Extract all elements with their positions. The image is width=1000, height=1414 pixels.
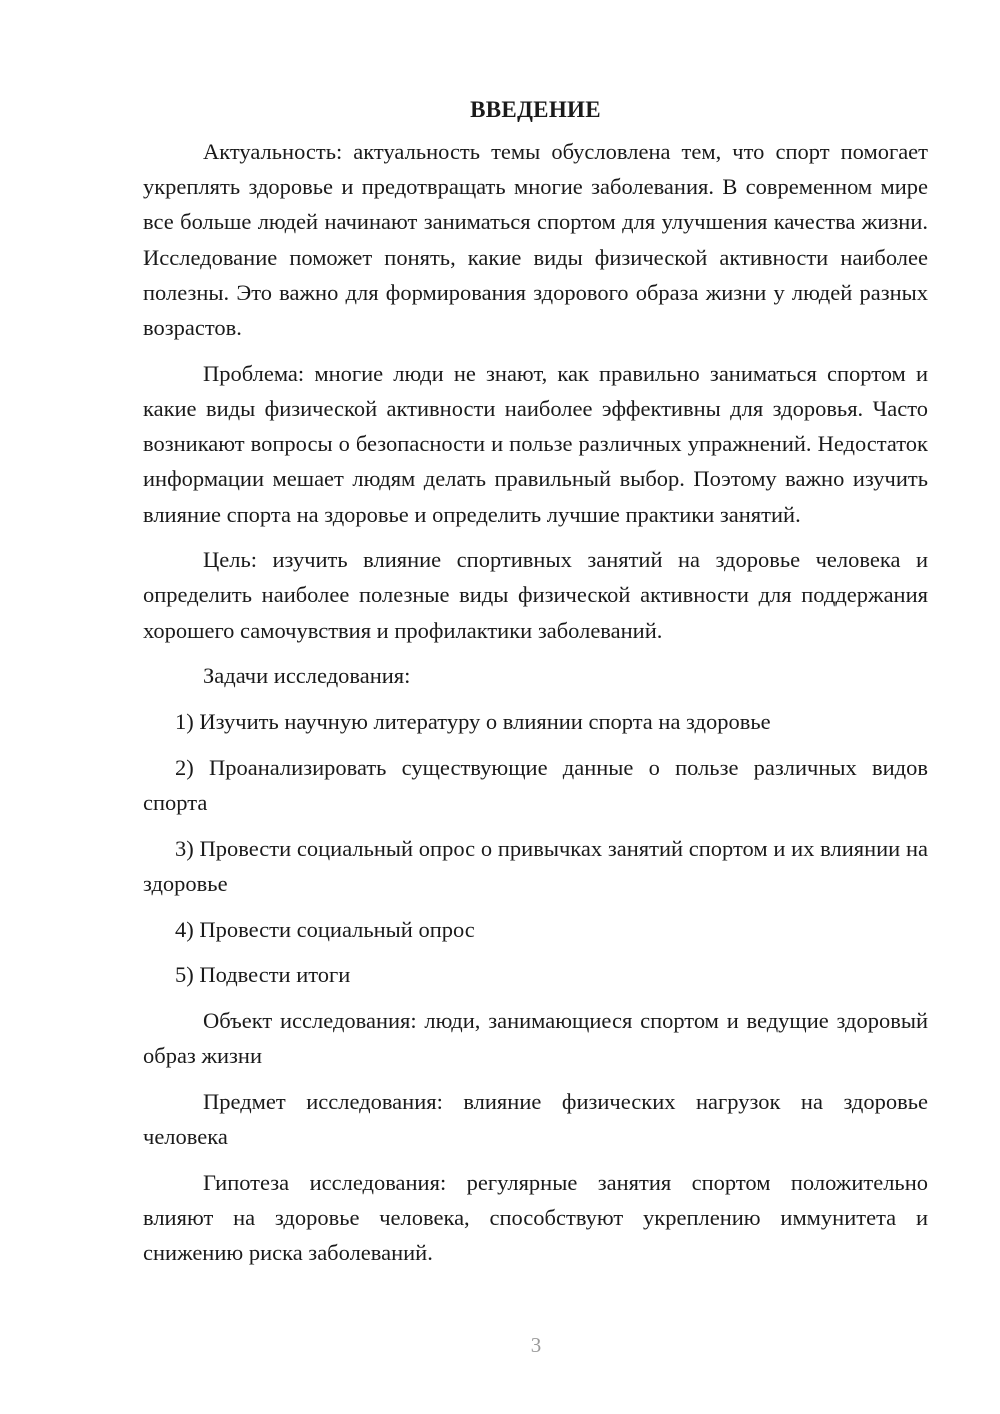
- tasks-heading: Задачи исследования:: [203, 663, 411, 689]
- relevance-paragraph: Актуальность: актуальность темы обусловлена тем, что спорт помогает укреплять здоровье и предотвращать многие заболевания. В современном мире все больше людей начинают заниматься спортом для улучшения качества жизни. Исследование поможет понять, какие виды физической активности наиболее полезны. Это важно для формирования здорового образа жизни у людей разных возрастов.: [143, 139, 928, 341]
- task-item: 2) Проанализировать существующие данные о пользе различных видов спорта: [143, 754, 928, 815]
- object-paragraph: Объект исследования: люди, занимающиеся спортом и ведущие здоровый образ жизни: [143, 1007, 928, 1069]
- task-item: 4) Провести социальный опрос: [175, 916, 475, 942]
- page-title: ВВЕДЕНИЕ: [470, 97, 601, 122]
- task-item: 3) Провести социальный опрос о привычках занятий спортом и их влиянии на здоровье: [143, 835, 928, 896]
- subject-paragraph: Предмет исследования: влияние физических нагрузок на здоровье человека: [143, 1088, 928, 1150]
- goal-paragraph: Цель: изучить влияние спортивных занятий на здоровье человека и определить наиболее полезные виды физической активности для поддержания хорошего самочувствия и профилактики заболеваний.: [143, 547, 928, 643]
- document-page: [143, 92, 928, 1270]
- tasks-list: [143, 704, 928, 992]
- task-item: 1) Изучить научную литературу о влиянии спорта на здоровье: [175, 709, 771, 735]
- problem-paragraph: Проблема: многие люди не знают, как правильно заниматься спортом и какие виды физической активности наиболее эффективны для здоровья. Часто возникают вопросы о безопасности и пользе различных упражнений. Недостаток информации мешает людям делать правильный выбор. Поэтому важно изучить влияние спорта на здоровье и определить лучшие практики занятий.: [143, 360, 928, 527]
- page-number: 3: [530, 1333, 542, 1357]
- hypothesis-paragraph: Гипотеза исследования: регулярные занятия спортом положительно влияют на здоровье человека, способствуют укреплению иммунитета и снижению риска заболеваний.: [143, 1169, 928, 1266]
- task-item: 5) Подвести итоги: [175, 962, 351, 988]
